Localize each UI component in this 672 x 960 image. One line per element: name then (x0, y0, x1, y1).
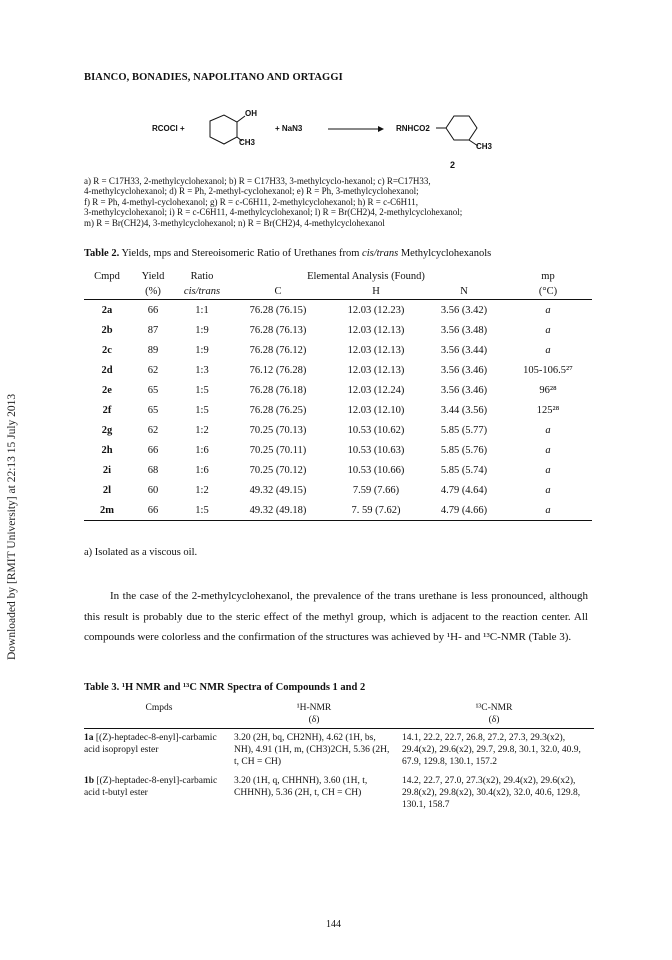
table3-subhead: (δ) (394, 714, 594, 729)
table-cell: 66 (147, 444, 159, 456)
table-cell: 125²⁸ (536, 404, 560, 416)
table-cell: 5.85 (5.77) (440, 424, 488, 436)
h-nmr-cell: 3.20 (1H, q, CHHNH), 3.60 (1H, t, CHHNH), 5.36 (2H, t, CH = CH) (234, 776, 368, 798)
table-cell: a (545, 304, 551, 316)
table-cell: 66 (130, 500, 176, 521)
methyl-label-b: CH3 (476, 142, 493, 151)
table-cell: 1:6 (195, 464, 209, 476)
table-row (84, 400, 592, 420)
c-nmr-cell: 14.1, 22.2, 22.7, 26.8, 27.2, 27.3, 29.3(x2), 29.4(x2), 29.6(x2), 29.7, 29.8, 30.1, 32.0, 40.9, 67.9, 129.8, 130.1, 157.2 (402, 733, 581, 767)
compound-id-cell: 2b (101, 324, 113, 336)
definition-line: m) R = Br(CH2)4, 3-methylcyclohexanol; n) R = Br(CH2)4, 4-methylcyclohexanol (84, 217, 385, 228)
table-cell: 49.32 (49.18) (228, 500, 328, 521)
table-cell: 5.85 (5.74) (440, 464, 488, 476)
table-cell: 1:2 (195, 484, 209, 496)
table-cell: 96²⁸ (539, 384, 557, 396)
table-row (84, 300, 592, 321)
table2-subhead: N (424, 283, 504, 300)
table-cell: 1:9 (195, 324, 209, 336)
table2-subhead: H (328, 283, 424, 300)
compound-id: 1b (84, 776, 95, 786)
compound-number: 2 (450, 160, 456, 170)
table-cell: 4.79 (4.66) (424, 500, 504, 521)
table-cell: 70.25 (70.13) (249, 424, 307, 436)
table-cell: 1:1 (195, 304, 209, 316)
table-row (84, 420, 592, 440)
table-cell: 70.25 (70.12) (249, 464, 307, 476)
table-row (84, 729, 594, 769)
download-watermark: Downloaded by [RMIT University] at 22:13 15 July 2013 (6, 393, 18, 660)
reagent-nan3: + NaN3 (275, 124, 303, 133)
compound-id-cell: 2f (102, 404, 112, 416)
table-cell: 76.28 (76.18) (249, 384, 307, 396)
table-cell: 62 (147, 364, 159, 376)
compound-cell (84, 729, 234, 769)
compound-id-cell: 2g (101, 424, 113, 436)
compound-id-cell: 2l (102, 484, 112, 496)
table-cell: 12.03 (12.13) (347, 364, 405, 376)
table-cell: 10.53 (10.66) (347, 464, 405, 476)
table-row (84, 360, 592, 380)
table2-subhead: cis/trans (176, 283, 228, 300)
c-nmr-cell: 14.2, 22.7, 27.0, 27.3(x2), 29.4(x2), 29.6(x2), 29.8(x2), 29.8(x2), 30.4(x2), 32.0, 40.6, 129.8, 130.1, 158.7 (402, 776, 581, 810)
table-cell: 49.32 (49.15) (249, 484, 307, 496)
compound-name: [(Z)-heptadec-8-enyl]-carbamic acid isopropyl ester (84, 733, 217, 755)
compound-id-cell: 2e (102, 384, 112, 396)
table-cell: 76.28 (76.25) (249, 404, 307, 416)
table-cell: a (545, 484, 551, 496)
compound-name: [(Z)-heptadec-8-enyl]-carbamic acid t-butyl ester (84, 776, 218, 798)
table-cell: 1:6 (195, 444, 209, 456)
compound-id-cell: 2m (84, 500, 130, 521)
table2-head: Elemental Analysis (Found) (307, 270, 425, 282)
definition-line: 4-methylcyclohexanol; d) R = Ph, 2-methyl-cyclohexanol; e) R = Ph, 3-methylcyclohexanol; (84, 186, 419, 197)
running-header: BIANCO, BONADIES, NAPOLITANO AND ORTAGGI (84, 72, 343, 83)
table-cell: 76.28 (76.12) (249, 344, 307, 356)
table-cell: 3.56 (3.42) (440, 304, 488, 316)
compound-id-cell: 2h (101, 444, 113, 456)
table-cell: 7.59 (7.66) (352, 484, 400, 496)
table-cell: a (545, 324, 551, 336)
table-cell: 1:2 (195, 424, 209, 436)
table-cell: 1:5 (195, 404, 209, 416)
page-number: 144 (326, 919, 341, 930)
table-cell: a (545, 464, 551, 476)
reaction-scheme (150, 98, 570, 178)
table-cell: 68 (147, 464, 159, 476)
table-cell: 12.03 (12.23) (347, 304, 405, 316)
table-cell: 1:3 (195, 364, 209, 376)
table-cell: 7. 59 (7.62) (328, 500, 424, 521)
table-cell: 3.56 (3.48) (440, 324, 488, 336)
table-cell: 1:5 (176, 500, 228, 521)
table-cell: 76.28 (76.13) (249, 324, 307, 336)
table-cell: 12.03 (12.13) (347, 344, 405, 356)
table-cell: 5.85 (5.76) (440, 444, 488, 456)
table3-head: ¹³C-NMR (475, 703, 513, 713)
compound-id-cell: 2c (102, 344, 112, 356)
table3 (84, 702, 594, 811)
table-cell: 12.03 (12.24) (347, 384, 405, 396)
table-cell: a (504, 500, 592, 521)
table-row (84, 768, 594, 811)
table-cell: 4.79 (4.64) (440, 484, 488, 496)
table-row (84, 440, 592, 460)
table-cell: 62 (147, 424, 159, 436)
paragraph-text: In the case of the 2-methylcyclohexanol, the prevalence of the trans urethane is less pronounced, although this result is probably due to the steric effect of the methyl group, which is adjacent to the reaction center. All compounds were colorless and the confirmation of the structures was achieved by ¹H- and ¹³C-NMR (Table 3). (84, 590, 588, 643)
table2-caption: Table 2. Yields, mps and Stereoisomeric Ratio of Urethanes from cis/trans Methylcyclohexanols (84, 248, 492, 259)
table3-caption: Table 3. ¹H NMR and ¹³C NMR Spectra of Compounds 1 and 2 (84, 682, 366, 693)
table-cell: a (545, 444, 551, 456)
table-cell: 10.53 (10.63) (347, 444, 405, 456)
table2-subhead: (°C) (504, 283, 592, 300)
definition-line: 3-methylcyclohexanol; i) R = c-C6H11, 4-methylcyclohexanol; l) R = Br(CH2)4, 2-methylcyclohexanol; (84, 207, 463, 218)
table-cell: 76.12 (76.28) (249, 364, 307, 376)
compound-id: 1a (84, 733, 94, 743)
table2 (84, 269, 592, 521)
table-row (84, 460, 592, 480)
table-cell: 1:9 (195, 344, 209, 356)
table-cell: 89 (147, 344, 159, 356)
table2-subhead: C (228, 283, 328, 300)
table2-head: mp (541, 270, 555, 282)
body-paragraph (84, 586, 588, 648)
table-row (84, 480, 592, 500)
hydroxyl-label: OH (245, 109, 257, 118)
substituent-definitions (84, 176, 604, 228)
table-cell: a (545, 424, 551, 436)
table3-subhead (84, 714, 234, 729)
table2-head: Yield (141, 270, 165, 282)
table-cell: 3.44 (3.56) (440, 404, 488, 416)
compound-id-cell: 2i (102, 464, 112, 476)
table-cell: 70.25 (70.11) (249, 444, 307, 456)
definition-line: f) R = Ph, 4-methyl-cyclohexanol; g) R = c-C6H11, 2-methylcyclohexanol; h) R = c-C6H11, (84, 196, 418, 207)
table-row (84, 380, 592, 400)
table3-subhead: (δ) (234, 714, 394, 729)
table2-subhead (84, 283, 130, 300)
table2-head: Cmpd (94, 270, 120, 282)
table-cell: 12.03 (12.13) (347, 324, 405, 336)
table-row (84, 500, 592, 521)
methyl-label-a: CH3 (239, 138, 256, 147)
table-cell: 65 (147, 384, 159, 396)
reaction-arrow (326, 124, 386, 134)
compound-cell (84, 768, 234, 811)
table-row (84, 340, 592, 360)
reagent-rcocl: RCOCl + (152, 124, 185, 133)
product-rnhco2: RNHCO2 (396, 124, 430, 133)
table3-head: Cmpds (145, 703, 173, 713)
table-cell: a (545, 344, 551, 356)
table-cell: 87 (147, 324, 159, 336)
definition-line: a) R = C17H33, 2-methylcyclohexanol; b) R = C17H33, 3-methylcyclo-hexanol; c) R=C17H33, (84, 176, 431, 186)
table-cell: 10.53 (10.62) (347, 424, 405, 436)
table-cell: 66 (147, 304, 159, 316)
table-cell: 3.56 (3.46) (440, 364, 488, 376)
table2-footnote: a) Isolated as a viscous oil. (84, 547, 198, 558)
compound-id-cell: 2a (101, 304, 113, 316)
table-row (84, 320, 592, 340)
h-nmr-cell: 3.20 (2H, bq, CH2NH), 4.62 (1H, bs, NH), 4.91 (1H, m, (CH3)2CH, 5.36 (2H, t, CH = CH) (234, 733, 390, 767)
table-cell: 12.03 (12.10) (347, 404, 405, 416)
table2-head: Ratio (190, 270, 214, 282)
table-cell: 60 (147, 484, 159, 496)
table-cell: 3.56 (3.46) (440, 384, 488, 396)
table-cell: 76.28 (76.15) (249, 304, 307, 316)
table-cell: 65 (147, 404, 159, 416)
table-cell: 105-106.5²⁷ (523, 364, 573, 376)
compound-id-cell: 2d (101, 364, 113, 376)
table-cell: 3.56 (3.44) (440, 344, 488, 356)
table-cell: 1:5 (195, 384, 209, 396)
table3-head: ¹H-NMR (296, 703, 332, 713)
table2-subhead: (%) (130, 283, 176, 300)
